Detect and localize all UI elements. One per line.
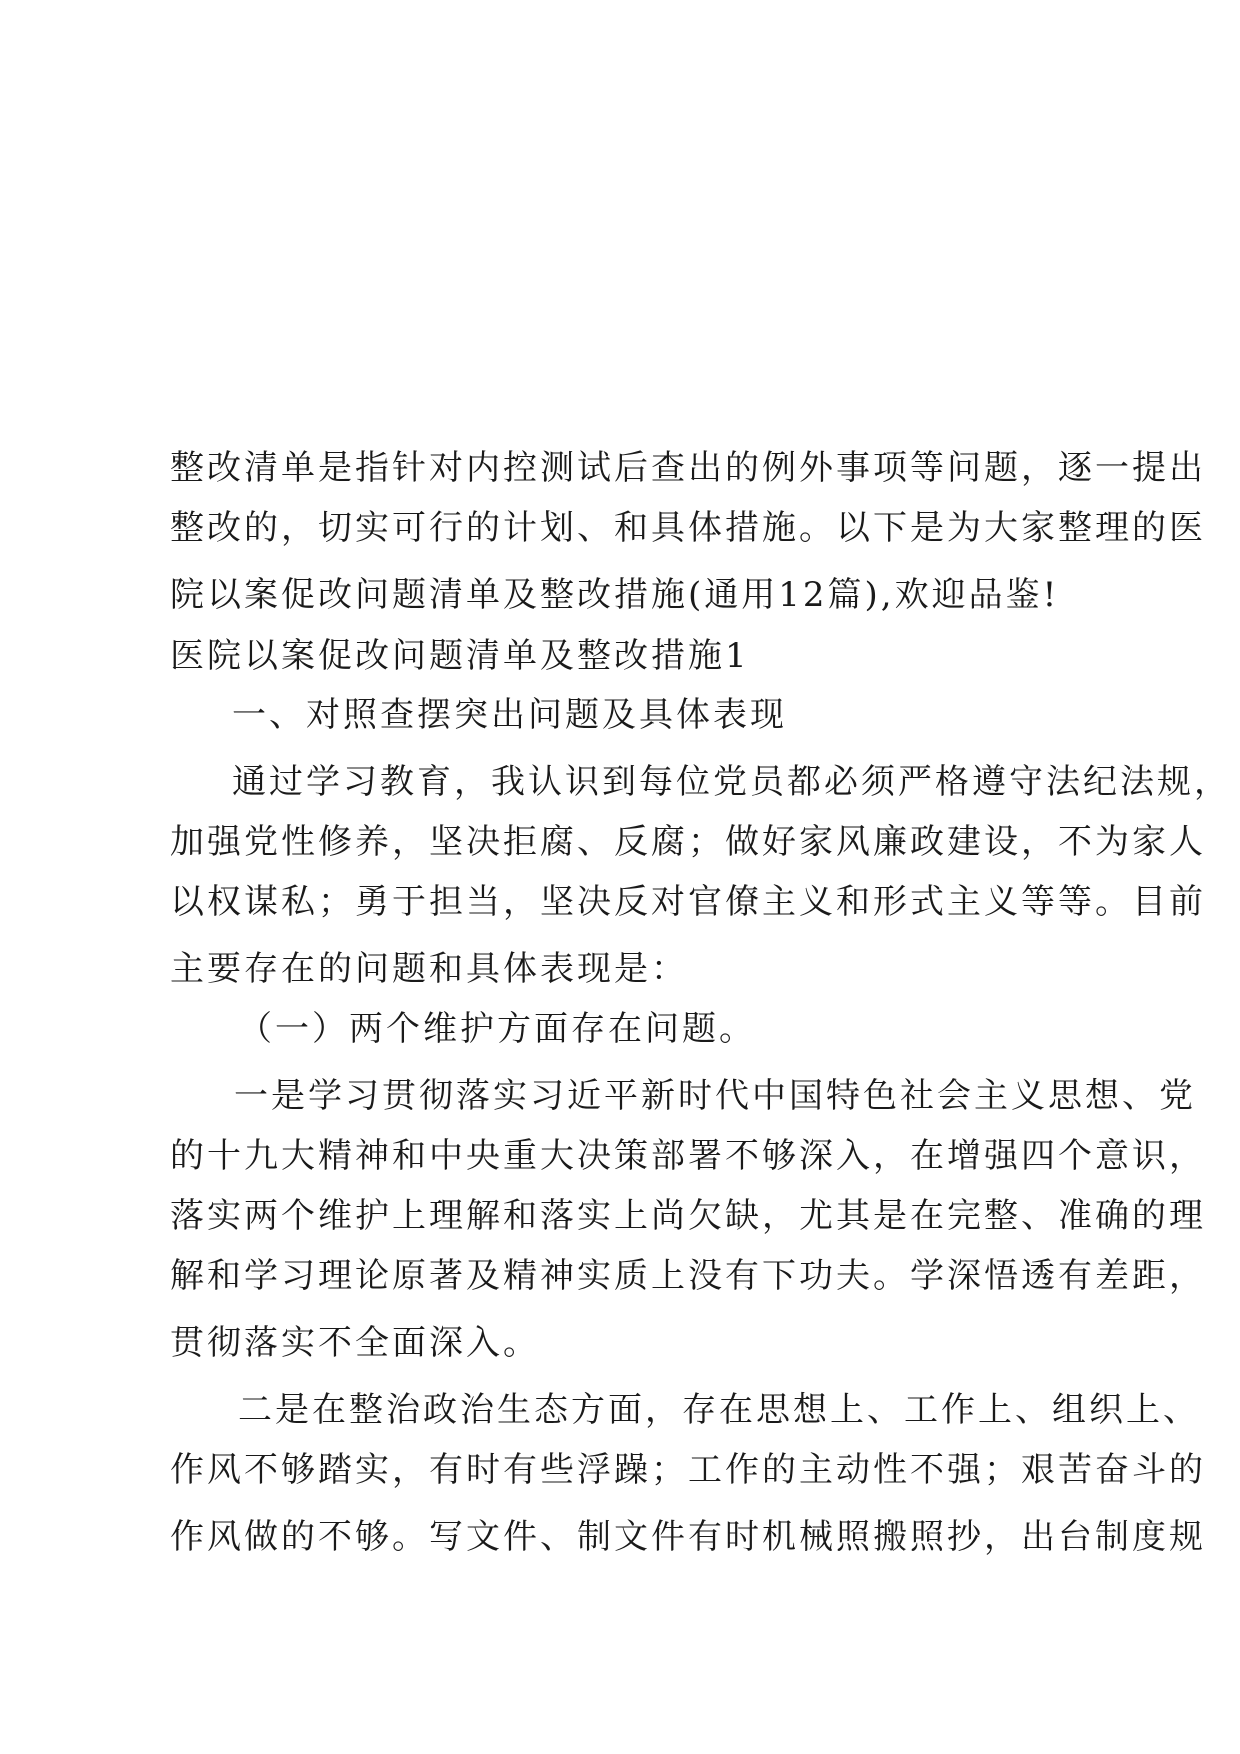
document-title: 医院以案促改问题清单及整改措施1: [170, 636, 750, 676]
intro-line-1: 整改清单是指针对内控测试后查出的例外事项等问题，逐一提出: [170, 448, 1206, 488]
paragraph-2-line-2: 的十九大精神和中央重大决策部署不够深入，在增强四个意识，: [170, 1136, 1206, 1176]
paragraph-1-line-3: 以权谋私；勇于担当，坚决反对官僚主义和形式主义等等。目前: [170, 882, 1206, 922]
paragraph-2-line-3: 落实两个维护上理解和落实上尚欠缺，尤其是在完整、准确的理: [170, 1196, 1206, 1236]
intro-line-2: 整改的，切实可行的计划、和具体措施。以下是为大家整理的医: [170, 508, 1206, 548]
paragraph-3-line-1: 二是在整治政治生态方面，存在思想上、工作上、组织上、: [238, 1390, 1200, 1430]
paragraph-2-line-1: 一是学习贯彻落实习近平新时代中国特色社会主义思想、党: [234, 1076, 1196, 1116]
paragraph-3-line-3: 作风做的不够。写文件、制文件有时机械照搬照抄，出台制度规: [170, 1517, 1206, 1557]
paragraph-2-line-5: 贯彻落实不全面深入。: [170, 1323, 540, 1363]
section-heading: 一、对照查摆突出问题及具体表现: [232, 695, 787, 735]
paragraph-3-line-2: 作风不够踏实，有时有些浮躁；工作的主动性不强；艰苦奋斗的: [170, 1450, 1206, 1490]
intro-line-3: 院以案促改问题清单及整改措施(通用12篇),欢迎品鉴!: [170, 575, 1060, 615]
paragraph-1-line-2: 加强党性修养，坚决拒腐、反腐；做好家风廉政建设，不为家人: [170, 822, 1206, 862]
paragraph-2-line-4: 解和学习理论原著及精神实质上没有下功夫。学深悟透有差距，: [170, 1256, 1206, 1296]
paragraph-1-line-1: 通过学习教育，我认识到每位党员都必须严格遵守法纪法规，: [232, 762, 1231, 802]
subheading: （一）两个维护方面存在问题。: [238, 1009, 756, 1049]
paragraph-1-line-4: 主要存在的问题和具体表现是：: [170, 949, 688, 989]
